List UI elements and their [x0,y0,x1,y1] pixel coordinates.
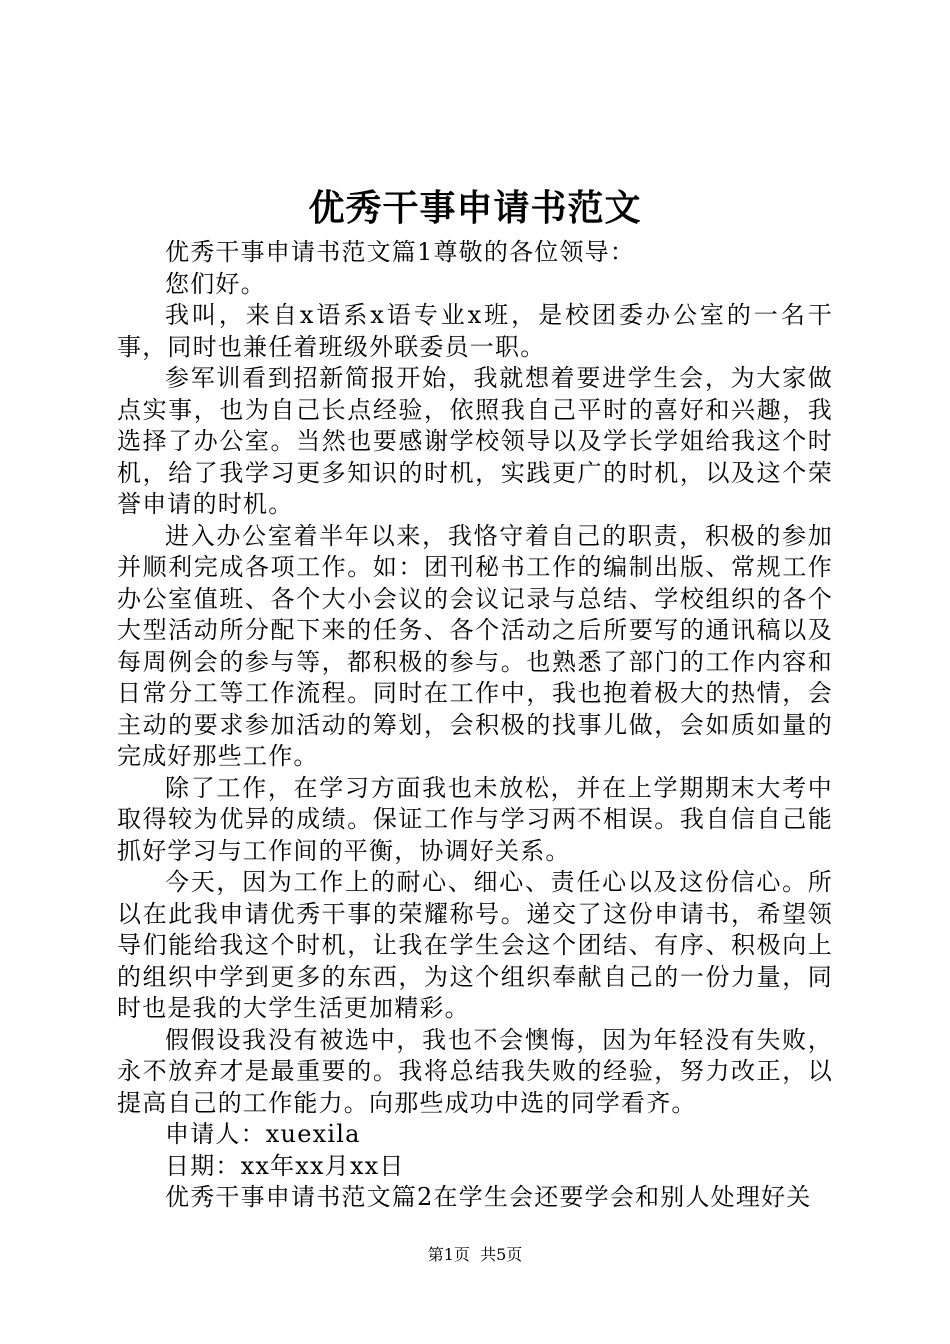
paragraph-next-article: 优秀干事申请书范文篇2在学生会还要学会和别人处理好关 [165,1183,812,1211]
paragraph-salutation: 您们好。 [165,269,266,298]
paragraph-work-summary: 进入办公室着半年以来，我恪守着自己的职责，积极的参加并顺利完成各项工作。如：团刊秘书工作的编制出版、常规工作办公室值班、各个大小会议的会议记录与总结、学校组织的各个大型活动所分配下来的任务、各个活动之后所要写的通讯稿以及每周例会的参与等，都积极的参与。也熟悉了部门的工作内容和日常分工等工作流程。同时在工作中，我也抱着极大的热情，会主动的要求参加活动的筹划，会积极的找事儿做，会如质如量的完成好那些工作。 [117,521,833,770]
paragraph-greeting: 优秀干事申请书范文篇1尊敬的各位领导： [165,238,636,266]
paragraph-motivation: 参军训看到招新简报开始，我就想着要进学生会，为大家做点实事，也为自己长点经验，依照我自己平时的喜好和兴趣，我选择了办公室。当然也要感谢学校领导以及学长学姐给我这个时机，给了我学习更多知识的时机，实践更广的时机，以及这个荣誉申请的时机。 [117,364,833,518]
page-number: 第1页 共5页 [427,1245,523,1264]
paragraph-closing: 假假设我没有被选中，我也不会懊悔，因为年轻没有失败，永不放弃才是最重要的。我将总结我失败的经验，努力改正，以提高自己的工作能力。向那些成功中选的同学看齐。 [117,1025,833,1117]
paragraph-study: 除了工作，在学习方面我也未放松，并在上学期期末大考中取得较为优异的成绩。保证工作与学习两不相误。我自信自己能抓好学习与工作间的平衡，协调好关系。 [117,773,833,865]
applicant-line: 申请人：xuexila [165,1120,361,1148]
paragraph-application: 今天，因为工作上的耐心、细心、责任心以及这份信心。所以在此我申请优秀干事的荣耀称号。递交了这份申请书，希望领导们能给我这个时机，让我在学生会这个团结、有序、积极向上的组织中学到更多的东西，为这个组织奉献自己的一份力量，同时也是我的大学生活更加精彩。 [117,868,833,1022]
document-title: 优秀干事申请书范文 [308,187,642,229]
document-body [117,237,833,1214]
date-line: 日期：xx年xx月xx日 [165,1151,405,1180]
page-footer [0,1244,950,1266]
paragraph-introduction: 我叫，来自x语系x语专业x班，是校团委办公室的一名干事，同时也兼任着班级外联委员一职。 [117,301,833,361]
